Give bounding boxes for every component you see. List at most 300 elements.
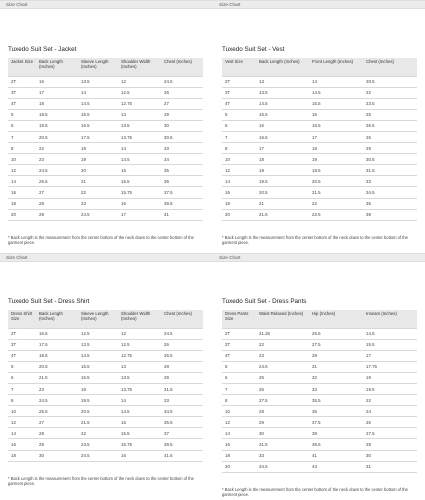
dress-shirt-size-table [8, 310, 203, 462]
table-cell: 7 [222, 383, 256, 394]
table-row [222, 450, 417, 461]
table-cell: 19.5 [256, 176, 309, 187]
table-cell: 10 [222, 154, 256, 165]
table-row [8, 187, 203, 198]
table-cell: 15.5 [78, 361, 118, 372]
table-cell: 23 [78, 198, 118, 209]
table-cell: 5 [222, 109, 256, 120]
table-cell: 20 [222, 461, 256, 472]
table-cell: 31 [363, 461, 417, 472]
column-header: Hip (Inches) [309, 310, 363, 328]
table-cell: 2T [222, 328, 256, 339]
table-cell: 26 [161, 339, 203, 350]
table-cell: 16 [222, 439, 256, 450]
table-cell: 16 [222, 187, 256, 198]
table-cell: 12 [222, 417, 256, 428]
table-body [8, 328, 203, 461]
table-row [8, 131, 203, 142]
table-row [8, 143, 203, 154]
table-cell: 18 [78, 383, 118, 394]
table-row [8, 87, 203, 98]
table-row [222, 209, 417, 220]
table-cell: 27.5 [363, 428, 417, 439]
table-cell: 6 [222, 120, 256, 131]
table-cell: 8 [222, 395, 256, 406]
table-cell: 8 [222, 143, 256, 154]
table-row [8, 428, 203, 439]
table-cell: 14 [8, 176, 36, 187]
table-cell: 10 [8, 406, 36, 417]
table-cell: 37.5 [161, 187, 203, 198]
table-cell: 34 [161, 154, 203, 165]
jacket-size-table [8, 58, 203, 221]
table-row [8, 76, 203, 87]
table-cell: 33 [161, 143, 203, 154]
table-row [222, 87, 417, 98]
table-cell: 16.5 [78, 372, 118, 383]
table-cell: 41 [309, 450, 363, 461]
table-cell: 23.5 [78, 439, 118, 450]
table-cell: 22 [256, 339, 309, 350]
table-cell: 34.5 [363, 187, 417, 198]
table-cell: 5 [222, 361, 256, 372]
table-row [222, 176, 417, 187]
table-cell: 5 [8, 109, 36, 120]
table-cell: 36 [363, 198, 417, 209]
table-cell: 29 [36, 439, 78, 450]
table-row [8, 209, 203, 220]
table-cell: 12 [118, 76, 161, 87]
table-cell: 29 [36, 209, 78, 220]
table-row [222, 131, 417, 142]
table-header-row [222, 310, 417, 328]
table-cell: 16 [309, 109, 363, 120]
table-cell: 18 [222, 450, 256, 461]
table-cell: 22 [309, 198, 363, 209]
table-cell: 21.5 [256, 209, 309, 220]
table-cell: 26 [363, 131, 417, 142]
table-cell: 12 [8, 417, 36, 428]
table-header-row [8, 58, 203, 76]
table-cell: 39.5 [161, 198, 203, 209]
column-header: Shoulder Width (Inches) [118, 310, 161, 328]
table-cell: 19.5 [78, 395, 118, 406]
table-cell: 12.5 [78, 328, 118, 339]
table-cell: 6 [8, 120, 36, 131]
table-cell: 22.5 [309, 209, 363, 220]
table-cell: 19.5 [363, 383, 417, 394]
table-cell: 27 [36, 417, 78, 428]
table-cell: 15 [118, 417, 161, 428]
table-cell: 24 [363, 406, 417, 417]
table-cell: 17 [256, 143, 309, 154]
dress-pants-size-table [222, 310, 417, 473]
table-cell: 10 [8, 154, 36, 165]
table-row [8, 372, 203, 383]
table-cell: 23.5 [363, 98, 417, 109]
table-cell: 19.5 [36, 120, 78, 131]
table-cell: 35.5 [309, 395, 363, 406]
table-row [8, 176, 203, 187]
table-cell: 24.5 [161, 328, 203, 339]
table-cell: 19 [363, 372, 417, 383]
table-cell: 12 [118, 328, 161, 339]
table-cell: 29 [256, 417, 309, 428]
table-row [8, 350, 203, 361]
table-cell: 17.5 [78, 131, 118, 142]
column-header: Sleeve Length (Inches) [78, 310, 118, 328]
back-length-note: * Back Length is the measurement from the center bottom of the neck down to the center bottom of the garment piece. [8, 235, 194, 245]
table-cell: 13.75 [118, 383, 161, 394]
table-cell: 24.5 [256, 361, 309, 372]
table-cell: 13.5 [78, 339, 118, 350]
column-header: Chest (Inches) [161, 58, 203, 76]
table-row [8, 383, 203, 394]
table-row [8, 439, 203, 450]
column-header: Vest Size [222, 58, 256, 76]
table-row [222, 439, 417, 450]
table-cell: 28 [161, 361, 203, 372]
table-cell: 13.5 [256, 87, 309, 98]
table-cell: 23 [256, 350, 309, 361]
table-header [222, 310, 417, 328]
table-cell: 41.5 [161, 450, 203, 461]
table-cell: 15.5 [256, 109, 309, 120]
table-cell: 28 [36, 198, 78, 209]
table-cell: 21 [256, 198, 309, 209]
back-length-note: * Back Length is the measurement from the center bottom of the neck down to the center bottom of the garment piece. [222, 487, 408, 497]
table-cell: 15 [118, 165, 161, 176]
table-cell: 10 [222, 406, 256, 417]
dress-shirt-chart-title: Tuxedo Suit Set - Dress Shirt [8, 298, 90, 305]
table-cell: 12.5 [118, 87, 161, 98]
table-cell: 25 [256, 372, 309, 383]
table-cell: 22 [78, 187, 118, 198]
table-header [222, 58, 417, 76]
table-cell: 20 [222, 209, 256, 220]
table-cell: 26 [256, 383, 309, 394]
table-cell: 2T [222, 76, 256, 87]
table-cell: 2T [8, 328, 36, 339]
table-cell: 31.5 [363, 165, 417, 176]
table-cell: 22 [36, 143, 78, 154]
table-cell: 15.5 [78, 109, 118, 120]
table-cell: 20.5 [256, 187, 309, 198]
table-cell: 18.5 [36, 350, 78, 361]
table-cell: 13 [256, 76, 309, 87]
table-cell: 28 [36, 428, 78, 439]
table-cell: 4T [222, 350, 256, 361]
table-cell: 13.5 [78, 76, 118, 87]
column-header: Back Length (Inches) [36, 58, 78, 76]
table-cell: 6 [8, 372, 36, 383]
table-cell: 39.5 [309, 439, 363, 450]
table-cell: 3T [222, 87, 256, 98]
table-row [222, 165, 417, 176]
table-row [8, 406, 203, 417]
table-cell: 14 [78, 87, 118, 98]
table-cell: 24.5 [78, 209, 118, 220]
table-cell: 14.5 [256, 98, 309, 109]
table-cell: 3T [222, 339, 256, 350]
table-cell: 20 [78, 165, 118, 176]
table-cell: 14.5 [118, 154, 161, 165]
table-row [8, 109, 203, 120]
table-cell: 21 [78, 176, 118, 187]
table-cell: 3T [8, 87, 36, 98]
back-length-note: * Back Length is the measurement from the center bottom of the neck down to the center bottom of the garment piece. [222, 235, 408, 245]
table-cell: 16 [118, 198, 161, 209]
table-header-row [222, 58, 417, 76]
size-chart-label: Size Chart [6, 255, 28, 260]
table-row [222, 76, 417, 87]
table-cell: 6 [222, 372, 256, 383]
table-cell: 19 [256, 165, 309, 176]
table-cell: 39 [363, 209, 417, 220]
table-cell: 16 [8, 187, 36, 198]
table-cell: 38 [309, 428, 363, 439]
table-cell: 26.5 [161, 350, 203, 361]
table-cell: 30 [36, 450, 78, 461]
table-cell: 16.5 [78, 120, 118, 131]
table-cell: 21.5 [78, 417, 118, 428]
table-row [222, 383, 417, 394]
table-cell: 27 [36, 187, 78, 198]
table-cell: 30 [256, 428, 309, 439]
table-cell: 31.5 [161, 383, 203, 394]
table-cell: 35.5 [161, 417, 203, 428]
table-cell: 28 [309, 350, 363, 361]
table-row [222, 198, 417, 209]
table-row [222, 395, 417, 406]
table-cell: 27.5 [309, 339, 363, 350]
table-body [222, 328, 417, 472]
table-row [8, 154, 203, 165]
table-cell: 19 [309, 154, 363, 165]
table-cell: 23 [36, 383, 78, 394]
table-cell: 7 [222, 131, 256, 142]
table-cell: 13 [118, 361, 161, 372]
table-cell: 25 [363, 109, 417, 120]
table-cell: 31 [309, 361, 363, 372]
table-row [8, 450, 203, 461]
table-cell: 16.5 [256, 131, 309, 142]
table-cell: 14 [222, 428, 256, 439]
table-cell: 18 [36, 98, 78, 109]
table-row [222, 98, 417, 109]
table-cell: 4T [222, 98, 256, 109]
table-cell: 30.5 [363, 154, 417, 165]
table-cell: 36 [309, 406, 363, 417]
table-cell: 30 [363, 450, 417, 461]
table-row [222, 406, 417, 417]
table-cell: 16 [36, 76, 78, 87]
table-cell: 39.5 [161, 439, 203, 450]
table-cell: 24.5 [161, 76, 203, 87]
table-header-row [8, 310, 203, 328]
table-cell: 29 [161, 372, 203, 383]
table-cell: 15.75 [118, 439, 161, 450]
table-row [8, 395, 203, 406]
column-header: Dress Pants Size [222, 310, 256, 328]
size-chart-header-band [0, 253, 425, 262]
column-header: Back Length (Inches) [256, 58, 309, 76]
table-cell: 34.5 [256, 461, 309, 472]
table-cell: 13.5 [118, 372, 161, 383]
table-cell: 25.5 [36, 406, 78, 417]
table-cell: 18 [256, 154, 309, 165]
table-cell: 31.5 [256, 439, 309, 450]
table-cell: 14.5 [78, 350, 118, 361]
table-row [222, 109, 417, 120]
table-cell: 16 [256, 120, 309, 131]
table-row [8, 328, 203, 339]
table-cell: 41 [161, 209, 203, 220]
table-row [222, 120, 417, 131]
table-cell: 12.75 [118, 350, 161, 361]
table-cell: 37.5 [309, 417, 363, 428]
table-cell: 14 [309, 76, 363, 87]
back-length-note: * Back Length is the measurement from the center bottom of the neck down to the center bottom of the garment piece. [8, 476, 194, 486]
table-cell: 15.5 [309, 98, 363, 109]
table-cell: 30 [161, 120, 203, 131]
table-cell: 23 [36, 154, 78, 165]
table-cell: 24.5 [36, 395, 78, 406]
table-row [8, 120, 203, 131]
table-cell: 14.5 [78, 98, 118, 109]
table-cell: 21.5 [309, 187, 363, 198]
table-cell: 12.75 [118, 98, 161, 109]
table-row [222, 461, 417, 472]
column-header: Inseam (Inches) [363, 310, 417, 328]
table-cell: 14.5 [309, 87, 363, 98]
table-cell: 7 [8, 383, 36, 394]
table-cell: 26 [363, 417, 417, 428]
table-cell: 16 [8, 439, 36, 450]
table-cell: 28 [256, 406, 309, 417]
table-cell: 18 [8, 198, 36, 209]
table-cell: 43 [309, 461, 363, 472]
table-cell: 17.75 [363, 361, 417, 372]
size-chart-label: Size Chart [219, 2, 241, 7]
table-header [8, 310, 203, 328]
table-cell: 29 [161, 109, 203, 120]
table-cell: 18 [8, 450, 36, 461]
table-cell: 2T [8, 76, 36, 87]
table-row [222, 143, 417, 154]
table-cell: 4T [8, 98, 36, 109]
table-body [222, 76, 417, 220]
table-cell: 29 [363, 143, 417, 154]
table-row [222, 417, 417, 428]
table-cell: 14.5 [118, 406, 161, 417]
table-row [8, 339, 203, 350]
table-cell: 33 [256, 450, 309, 461]
table-cell: 4T [8, 350, 36, 361]
table-cell: 13.75 [118, 131, 161, 142]
table-row [222, 339, 417, 350]
table-cell: 17 [36, 87, 78, 98]
table-cell: 18 [222, 198, 256, 209]
table-cell: 37 [161, 428, 203, 439]
table-cell: 28 [363, 439, 417, 450]
table-cell: 20.5 [36, 131, 78, 142]
table-cell: 15.75 [118, 187, 161, 198]
size-chart-label: Size Chart [6, 2, 28, 7]
table-cell: 17.5 [36, 339, 78, 350]
table-cell: 35 [161, 165, 203, 176]
dress-pants-chart-title: Tuxedo Suit Set - Dress Pants [222, 298, 307, 305]
table-cell: 17 [309, 131, 363, 142]
table-cell: 17 [363, 350, 417, 361]
table-cell: 21.5 [36, 372, 78, 383]
table-row [222, 187, 417, 198]
table-cell: 14 [222, 176, 256, 187]
column-header: Chest (Inches) [161, 310, 203, 328]
table-cell: 20.5 [36, 361, 78, 372]
table-cell: 14 [8, 428, 36, 439]
table-cell: 24.5 [36, 165, 78, 176]
table-cell: 26 [161, 87, 203, 98]
table-cell: 27.5 [256, 395, 309, 406]
table-cell: 13 [118, 109, 161, 120]
column-header: Dress Shirt Size [8, 310, 36, 328]
table-cell: 15.5 [118, 428, 161, 439]
column-header: Front Length (Inches) [309, 58, 363, 76]
table-cell: 15.5 [118, 176, 161, 187]
table-cell: 21.25 [256, 328, 309, 339]
table-cell: 14 [118, 395, 161, 406]
table-cell: 32 [309, 372, 363, 383]
table-row [8, 417, 203, 428]
jacket-chart-title: Tuxedo Suit Set - Jacket [8, 46, 77, 53]
table-cell: 12 [222, 165, 256, 176]
size-chart-header-band [0, 0, 425, 9]
table-cell: 20.5 [309, 176, 363, 187]
table-cell: 33 [363, 176, 417, 187]
table-cell: 16.5 [309, 120, 363, 131]
table-cell: 16.5 [36, 328, 78, 339]
table-row [222, 350, 417, 361]
table-cell: 12 [8, 165, 36, 176]
table-cell: 16 [118, 450, 161, 461]
table-cell: 19 [78, 143, 118, 154]
table-cell: 18.5 [36, 109, 78, 120]
table-cell: 27 [161, 98, 203, 109]
table-cell: 24.5 [78, 450, 118, 461]
table-cell: 8 [8, 395, 36, 406]
table-cell: 12.5 [118, 339, 161, 350]
table-row [222, 372, 417, 383]
table-cell: 33 [161, 395, 203, 406]
table-body [8, 76, 203, 220]
table-row [8, 165, 203, 176]
table-cell: 14.5 [363, 328, 417, 339]
table-row [222, 361, 417, 372]
table-cell: 17 [118, 209, 161, 220]
table-cell: 19 [78, 154, 118, 165]
table-cell: 34.5 [161, 406, 203, 417]
table-cell: 22 [363, 87, 417, 98]
table-row [8, 361, 203, 372]
table-cell: 22 [78, 428, 118, 439]
table-row [222, 428, 417, 439]
table-cell: 33 [309, 383, 363, 394]
table-cell: 20.5 [363, 76, 417, 87]
table-cell: 26.5 [363, 120, 417, 131]
vest-chart-title: Tuxedo Suit Set - Vest [222, 46, 285, 53]
table-cell: 14 [118, 143, 161, 154]
